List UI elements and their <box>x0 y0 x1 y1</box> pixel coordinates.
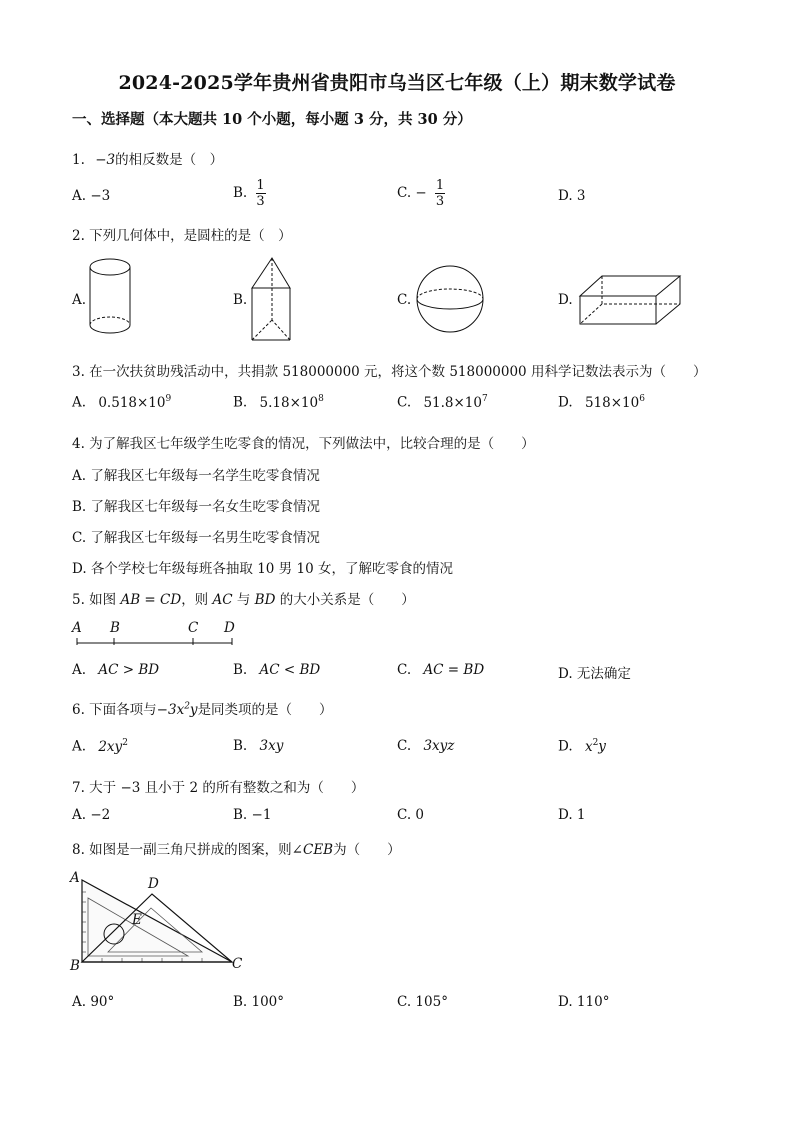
cuboid-figure <box>578 274 688 329</box>
math-expression: AC <box>212 592 233 608</box>
fraction <box>256 178 266 209</box>
question-2: 2. 下列几何体中，是圆柱的是（ ） <box>72 228 292 244</box>
option-label: A. <box>72 394 87 411</box>
option-label: C. − <box>397 185 427 201</box>
exponent: 7 <box>482 394 488 404</box>
option-label: C. <box>397 394 412 411</box>
option-label: D. <box>558 738 573 755</box>
q8-option-b[interactable]: B. 100° <box>233 994 285 1010</box>
exponent: 8 <box>318 394 324 404</box>
question-6-text: 6. 下面各项与 <box>72 702 157 718</box>
option-label: A. <box>72 662 87 678</box>
question-number: 1. <box>72 152 85 168</box>
point-label-d: D <box>148 876 159 892</box>
option-label: B. <box>233 394 248 411</box>
q1-option-b[interactable] <box>233 178 266 209</box>
q6-option-b[interactable] <box>233 738 283 754</box>
option-value: 3xyz <box>423 738 455 754</box>
q4-option-b[interactable]: B. 了解我区七年级每一名女生吃零食情况 <box>72 499 321 515</box>
q1-option-c[interactable] <box>397 178 445 209</box>
question-5 <box>72 588 415 608</box>
q3-option-d[interactable] <box>558 394 645 411</box>
question-4: 4. 为了解我区七年级学生吃零食的情况，下列做法中，比较合理的是（ ） <box>72 436 535 452</box>
q1-option-d[interactable]: D. 3 <box>558 188 586 204</box>
q5-option-c[interactable] <box>397 662 484 678</box>
option-value: 51.8×10 <box>423 394 482 411</box>
point-label-b: B <box>110 620 120 636</box>
option-value: AC > BD <box>98 662 160 678</box>
point-label-d: D <box>224 620 235 636</box>
q2-option-d[interactable]: D. <box>558 292 573 308</box>
q7-option-b[interactable]: B. −1 <box>233 807 272 823</box>
question-5-text: 5. 如图 <box>72 592 117 608</box>
q7-option-a[interactable]: A. −2 <box>72 807 111 823</box>
q5-option-b[interactable] <box>233 662 320 678</box>
question-6-text: 是同类项的是（ ） <box>197 702 333 718</box>
denominator: 3 <box>435 194 445 209</box>
point-label-c: C <box>232 956 243 972</box>
math-expression: AB = CD <box>120 592 182 608</box>
question-8-text: 8. 如图是一副三角尺拼成的图案，则 <box>72 842 292 858</box>
exponent: 2 <box>122 738 128 748</box>
q8-option-d[interactable]: D. 110° <box>558 994 610 1010</box>
question-1 <box>72 148 223 168</box>
question-8 <box>72 838 401 858</box>
question-5-text: 的大小关系是（ ） <box>279 592 415 608</box>
q4-option-d[interactable]: D. 各个学校七年级每班各抽取 10 男 10 女，了解吃零食的情况 <box>72 561 453 577</box>
option-value: 5.18×10 <box>259 394 319 411</box>
q8-option-c[interactable]: C. 105° <box>397 994 448 1010</box>
math-expression: BD <box>254 592 276 608</box>
question-1-expr: −3 <box>95 152 116 168</box>
option-label: D. <box>558 394 573 411</box>
option-label: A. <box>72 738 87 755</box>
math-expression: −3x <box>156 702 185 718</box>
denominator: 3 <box>256 194 265 209</box>
point-label-b: B <box>70 958 80 974</box>
q4-option-a[interactable]: A. 了解我区七年级每一名学生吃零食情况 <box>72 468 320 484</box>
q7-option-c[interactable]: C. 0 <box>397 807 425 823</box>
point-label-c: C <box>188 620 199 636</box>
question-1-text: 的相反数是（ ） <box>115 152 224 168</box>
q6-option-a[interactable] <box>72 738 128 755</box>
exponent: 2 <box>592 738 599 748</box>
q3-option-a[interactable] <box>72 394 171 411</box>
option-value: 0.518×10 <box>98 394 166 411</box>
math-expression: y <box>189 702 198 718</box>
triangular-prism-figure <box>250 258 300 343</box>
question-6 <box>72 698 333 718</box>
option-label: B. <box>233 185 248 201</box>
q5-option-a[interactable] <box>72 662 159 678</box>
page-title: 2024-2025学年贵州省贵阳市乌当区七年级（上）期末数学试卷 <box>118 72 676 94</box>
option-value: x <box>584 738 593 755</box>
question-5-text: ，则 <box>181 592 209 608</box>
question-3: 3. 在一次扶贫助残活动中，共捐款 518000000 元，将这个数 518000000 用科学记数法表示为（ ） <box>72 364 707 380</box>
q6-option-d[interactable] <box>558 738 606 755</box>
option-label: C. <box>397 738 412 754</box>
option-value: 2xy <box>98 738 123 755</box>
option-value: AC < BD <box>259 662 321 678</box>
q3-option-c[interactable] <box>397 394 488 411</box>
point-label-e: E <box>132 912 142 928</box>
numerator: 1 <box>256 178 265 193</box>
math-expression: ∠CEB <box>291 842 334 858</box>
question-8-text: 为（ ） <box>333 842 401 858</box>
point-label-a: A <box>72 620 82 636</box>
q8-option-a[interactable]: A. 90° <box>72 994 115 1010</box>
question-7: 7. 大于 −3 且小于 2 的所有整数之和为（ ） <box>72 780 365 796</box>
q5-option-d[interactable]: D. 无法确定 <box>558 666 631 682</box>
cylinder-figure <box>88 255 148 340</box>
q2-option-a[interactable]: A. <box>72 292 87 308</box>
option-label: B. <box>233 738 248 754</box>
option-value: AC = BD <box>423 662 485 678</box>
point-label-a: A <box>70 870 80 886</box>
q7-option-d[interactable]: D. 1 <box>558 807 586 823</box>
fraction <box>435 178 445 209</box>
q1-option-a[interactable]: A. −3 <box>72 188 111 204</box>
sphere-figure <box>416 264 486 336</box>
option-label: B. <box>233 662 248 678</box>
option-label: C. <box>397 662 412 678</box>
q6-option-c[interactable] <box>397 738 454 754</box>
numerator: 1 <box>435 178 445 193</box>
option-value: 518×10 <box>584 394 640 411</box>
exponent: 2 <box>184 701 190 712</box>
option-value: 3xy <box>259 738 284 754</box>
segment-figure <box>72 636 242 650</box>
exponent: 9 <box>165 394 172 404</box>
question-5-text: 与 <box>236 592 251 608</box>
option-value: y <box>598 738 606 755</box>
section-heading: 一、选择题（本大题共 10 个小题，每小题 3 分，共 30 分） <box>72 111 472 128</box>
q4-option-c[interactable]: C. 了解我区七年级每一名男生吃零食情况 <box>72 530 320 546</box>
q2-option-c[interactable]: C. <box>397 292 412 308</box>
q3-option-b[interactable] <box>233 394 324 411</box>
q2-option-b[interactable]: B. <box>233 292 248 308</box>
exponent: 6 <box>639 394 645 404</box>
